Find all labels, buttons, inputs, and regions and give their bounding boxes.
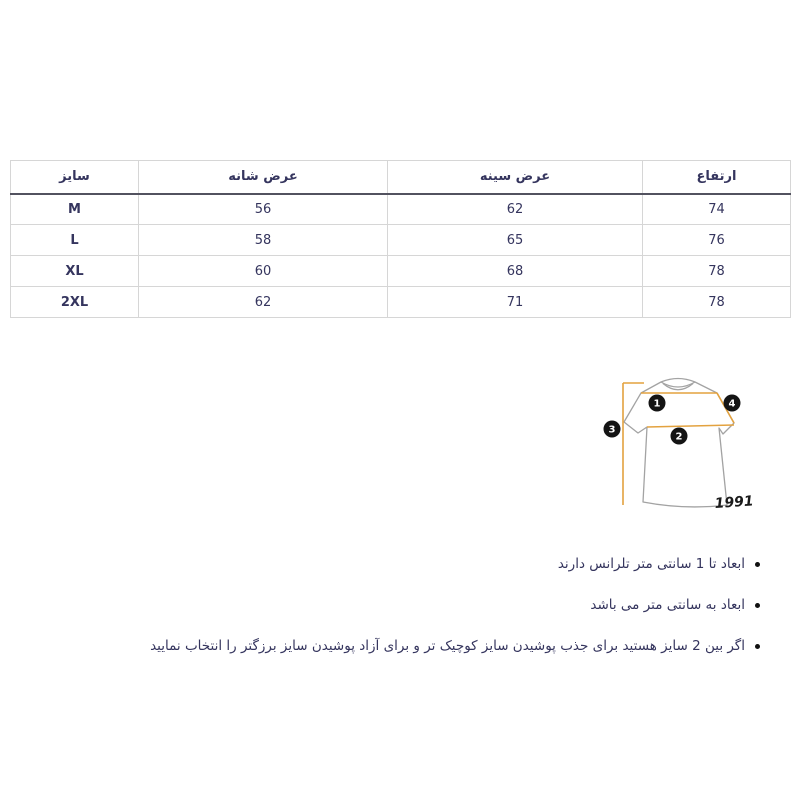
- cell-chest: 62: [388, 194, 643, 225]
- cell-chest: 65: [388, 225, 643, 256]
- cell-height: 78: [643, 256, 791, 287]
- svg-text:3: 3: [608, 424, 616, 436]
- col-header-shoulder: عرض شانه: [139, 161, 388, 194]
- marker-4: [724, 395, 741, 412]
- svg-text:1: 1: [653, 398, 661, 410]
- cell-chest: 68: [388, 256, 643, 287]
- svg-text:4: 4: [728, 398, 736, 410]
- marker-3: [604, 421, 621, 438]
- cell-shoulder: 62: [139, 287, 388, 318]
- cell-chest: 71: [388, 287, 643, 318]
- col-header-chest: عرض سینه: [388, 161, 643, 194]
- cell-height: 76: [643, 225, 791, 256]
- bullet-icon: [755, 603, 760, 608]
- cell-height: 74: [643, 194, 791, 225]
- cell-size: 2XL: [11, 287, 139, 318]
- col-header-height: ارتفاع: [643, 161, 791, 194]
- table-row: [11, 256, 791, 287]
- table-header-row: [11, 161, 791, 194]
- cell-size: L: [11, 225, 139, 256]
- note-item-between-sizes: [150, 638, 760, 655]
- cell-height: 78: [643, 287, 791, 318]
- note-text: اگر بین 2 سایز هستید برای جذب پوشیدن سایز کوچیک تر و برای آزاد پوشیدن سایز برزگتر را انتخاب نمایید: [150, 638, 745, 654]
- notes-list: [150, 556, 760, 679]
- marker-1: [649, 395, 666, 412]
- size-table: [10, 160, 791, 318]
- note-item-tolerance: [150, 556, 760, 573]
- table-row: [11, 225, 791, 256]
- table-row: [11, 194, 791, 225]
- svg-text:2: 2: [675, 431, 683, 443]
- note-item-units: [150, 597, 760, 614]
- note-text: ابعاد تا 1 سانتی متر تلرانس دارند: [557, 556, 745, 572]
- bullet-icon: [755, 644, 760, 649]
- table-row: [11, 287, 791, 318]
- cell-shoulder: 58: [139, 225, 388, 256]
- tshirt-measurement-diagram: [596, 372, 784, 520]
- marker-2: [671, 428, 688, 445]
- bullet-icon: [755, 562, 760, 567]
- cell-shoulder: 60: [139, 256, 388, 287]
- note-text: ابعاد به سانتی متر می باشد: [590, 597, 745, 613]
- col-header-size: سایز: [11, 161, 139, 194]
- cell-shoulder: 56: [139, 194, 388, 225]
- brand-logo-1991: 1991: [714, 493, 755, 512]
- cell-size: M: [11, 194, 139, 225]
- cell-size: XL: [11, 256, 139, 287]
